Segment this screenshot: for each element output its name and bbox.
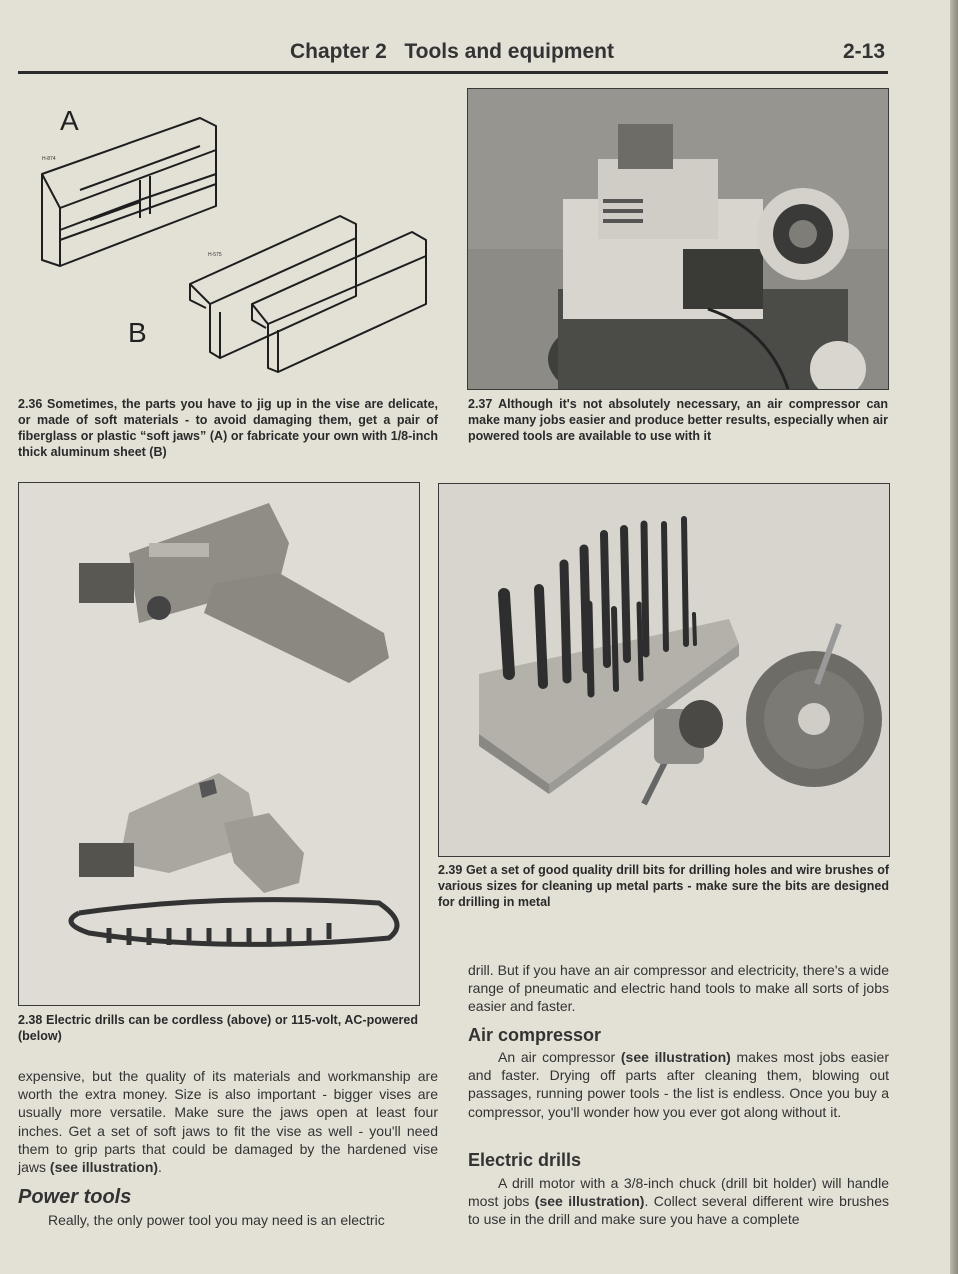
electric-drills-paragraph — [468, 1174, 889, 1229]
air-text: An air compressor — [498, 1049, 621, 1065]
vise-text: expensive, but the quality of its materials and workmanship are worth the extra money. Size is also important - bigger vises are usually more versatile. Make sure the jaws open at least four inches. Get a set of soft jaws to fit the vise as well - you'll need them to grip parts that could be damaged by the hardened vise jaws — [18, 1068, 438, 1176]
intro-text: drill. But if you have an air compressor and electricity, there's a wide range of pneumatic and electric hand tools to make all sorts of jobs easier and faster. — [468, 962, 889, 1015]
part-number-b: H-575 — [208, 252, 222, 258]
caption-2-39: 2.39 Get a set of good quality drill bits for drilling holes and wire brushes of various sizes for cleaning up metal parts - make sure the bits are designed for drilling in metal — [438, 863, 889, 909]
page-number: 2-13 — [843, 40, 886, 63]
figure-2-38-photo — [18, 482, 420, 1006]
header-rule — [18, 71, 888, 74]
caption-2-37: 2.37 Although it's not absolutely necessary, an air compressor can make many jobs easier and produce better results, especially when air powered tools are available to use with it — [468, 397, 888, 443]
air-see-illustration: (see illustration) — [620, 1049, 731, 1065]
book-spine-shadow — [950, 0, 958, 1274]
see-illustration-ref: (see illustration) — [49, 1159, 159, 1176]
caption-2-36: 2.36 Sometimes, the parts you have to jig up in the vise are delicate, or made of soft materials - to avoid damaging them, get a pair of fiberglass or plastic “soft jaws” (A) or fabricate your own with 1/8-inch thick aluminum sheet (B) — [18, 397, 438, 459]
vise-paragraph — [18, 1067, 438, 1176]
figure-2-36-drawing — [20, 90, 440, 390]
chapter-title: Chapter 2 Tools and equipment — [290, 40, 614, 63]
caption-2-38: 2.38 Electric drills can be cordless (above) or 115-volt, AC-powered (below) — [18, 1013, 418, 1043]
drills-text: A drill motor with a 3/8-inch chuck (drill bit holder) will handle most jobs — [468, 1175, 889, 1210]
air-compressor-paragraph — [468, 1048, 889, 1121]
air-text-rest: makes most jobs easier and faster. Drying off parts after cleaning them, blowing out passages, running power tools - the list is endless. Once you buy a compressor, you'll wonder how you ever got along without it. — [468, 1049, 889, 1120]
drills-see-illustration: (see illustration) — [534, 1193, 645, 1210]
heading-power-tools: Power tools — [18, 1186, 132, 1208]
heading-electric-drills: Electric drills — [468, 1150, 582, 1170]
figure-2-37-photo — [467, 88, 889, 390]
label-b: B — [128, 317, 147, 348]
intro-paragraph — [468, 961, 889, 1016]
power-tools-paragraph — [18, 1211, 438, 1229]
label-a: A — [60, 105, 79, 136]
drills-text-rest: . Collect several different wire brushes to use in the drill and make sure you have a complete — [468, 1193, 889, 1228]
heading-air-compressor: Air compressor — [468, 1025, 602, 1045]
vise-text-end: . — [158, 1159, 162, 1176]
power-tools-text: Really, the only power tool you may need is an electric — [48, 1212, 385, 1228]
figure-2-39-photo — [438, 483, 890, 857]
part-number-a: H-874 — [42, 156, 56, 162]
